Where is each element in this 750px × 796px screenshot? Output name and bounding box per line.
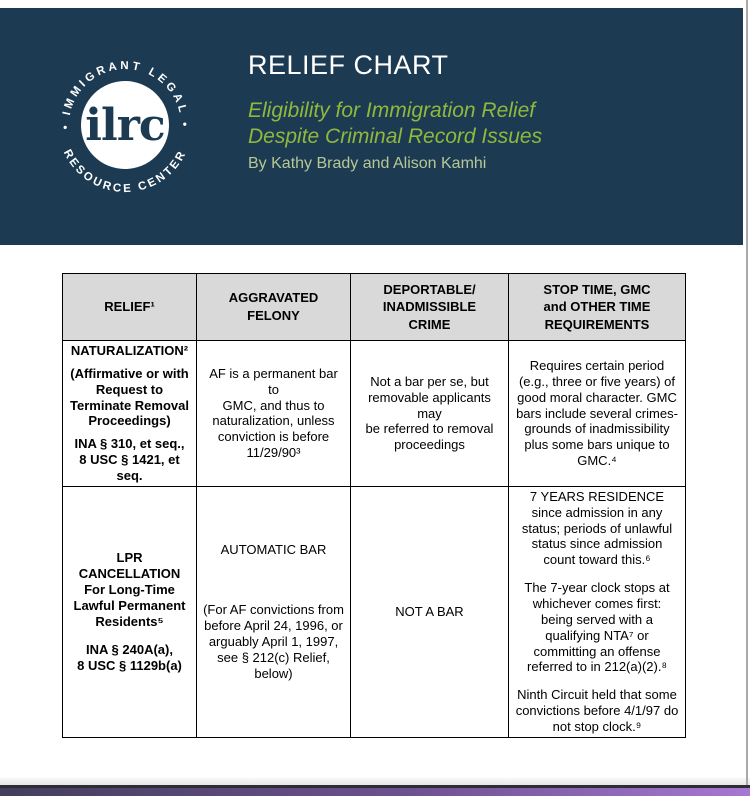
taskbar-strip <box>0 788 750 796</box>
subtitle-line-2: Despite Criminal Record Issues <box>248 125 543 149</box>
page-edge-line <box>746 0 748 785</box>
relief-table <box>62 273 686 738</box>
column-header: STOP TIME, GMC and OTHER TIME REQUIREMENTS <box>509 274 686 341</box>
logo-ring-bottom-text: RESOURCE CENTER <box>60 147 190 196</box>
cell-paragraph: NATURALIZATION² <box>70 343 189 358</box>
byline: By Kathy Brady and Alison Kamhi <box>248 155 487 172</box>
column-header: DEPORTABLE/ INADMISSIBLE CRIME <box>351 274 509 341</box>
cell-paragraph: AF is a permanent bar to GMC, and thus to naturalization, unless conviction is before 11/29/90³ <box>209 365 338 461</box>
column-header: RELIEF¹ <box>63 274 197 341</box>
cell-paragraph: Ninth Circuit held that some convictions before 4/1/97 do not stop clock.⁹ <box>515 687 679 735</box>
cell-paragraph: Requires certain period (e.g., three or five years) of good moral character. GMC bars include several crimes- grounds of inadmissibility plus some bars unique to GMC.⁴ <box>516 357 678 469</box>
table-cell <box>63 341 197 487</box>
logo-ring-top-text: • IMMIGRANT LEGAL • <box>59 60 191 130</box>
table-cell <box>509 341 686 487</box>
cell-paragraph: (For AF convictions from before April 24, 1996, or arguably April 1, 1997, see § 212(c) Relief, below) <box>203 602 344 681</box>
table-cell <box>509 486 686 737</box>
cell-paragraph: The 7-year clock stops at whichever comes first: being served with a qualifying NTA⁷ or committing an offense referred to in 212(a)(2).⁸ <box>524 580 670 675</box>
cell-paragraph: LPR CANCELLATION For Long-Time Lawful Permanent Residents⁵ <box>73 550 186 629</box>
table-cell <box>197 486 351 737</box>
cell-paragraph: INA § 310, et seq., 8 USC § 1421, et seq. <box>74 436 185 484</box>
table-cell <box>197 341 351 487</box>
logo-wordmark: ilrc <box>85 100 165 151</box>
cell-paragraph: NOT A BAR <box>395 603 464 619</box>
header-banner <box>0 8 743 245</box>
cell-paragraph: Not a bar per se, but removable applicants may be referred to removal proceedings <box>365 373 494 453</box>
table-row <box>63 486 686 737</box>
document-subtitle <box>248 98 542 150</box>
subtitle-line-1: Eligibility for Immigration Relief <box>248 99 536 122</box>
ilrc-logo <box>40 40 210 210</box>
cell-paragraph: 7 YEARS RESIDENCE since admission in any status; periods of unlawful status since admission count toward this.⁶ <box>521 488 673 568</box>
page-title: RELIEF CHART <box>248 50 449 80</box>
table-cell <box>351 486 509 737</box>
page-bottom-shade <box>0 778 750 785</box>
table-row <box>63 341 686 487</box>
page-top-margin <box>0 0 750 8</box>
column-header: AGGRAVATED FELONY <box>197 274 351 341</box>
cell-paragraph: (Affirmative or with Request to Terminate Removal Proceedings) <box>70 365 189 429</box>
table-cell <box>63 486 197 737</box>
cell-paragraph: AUTOMATIC BAR <box>220 542 327 558</box>
cell-paragraph: INA § 240A(a), 8 USC § 1129b(a) <box>77 641 182 673</box>
table-cell <box>351 341 509 487</box>
